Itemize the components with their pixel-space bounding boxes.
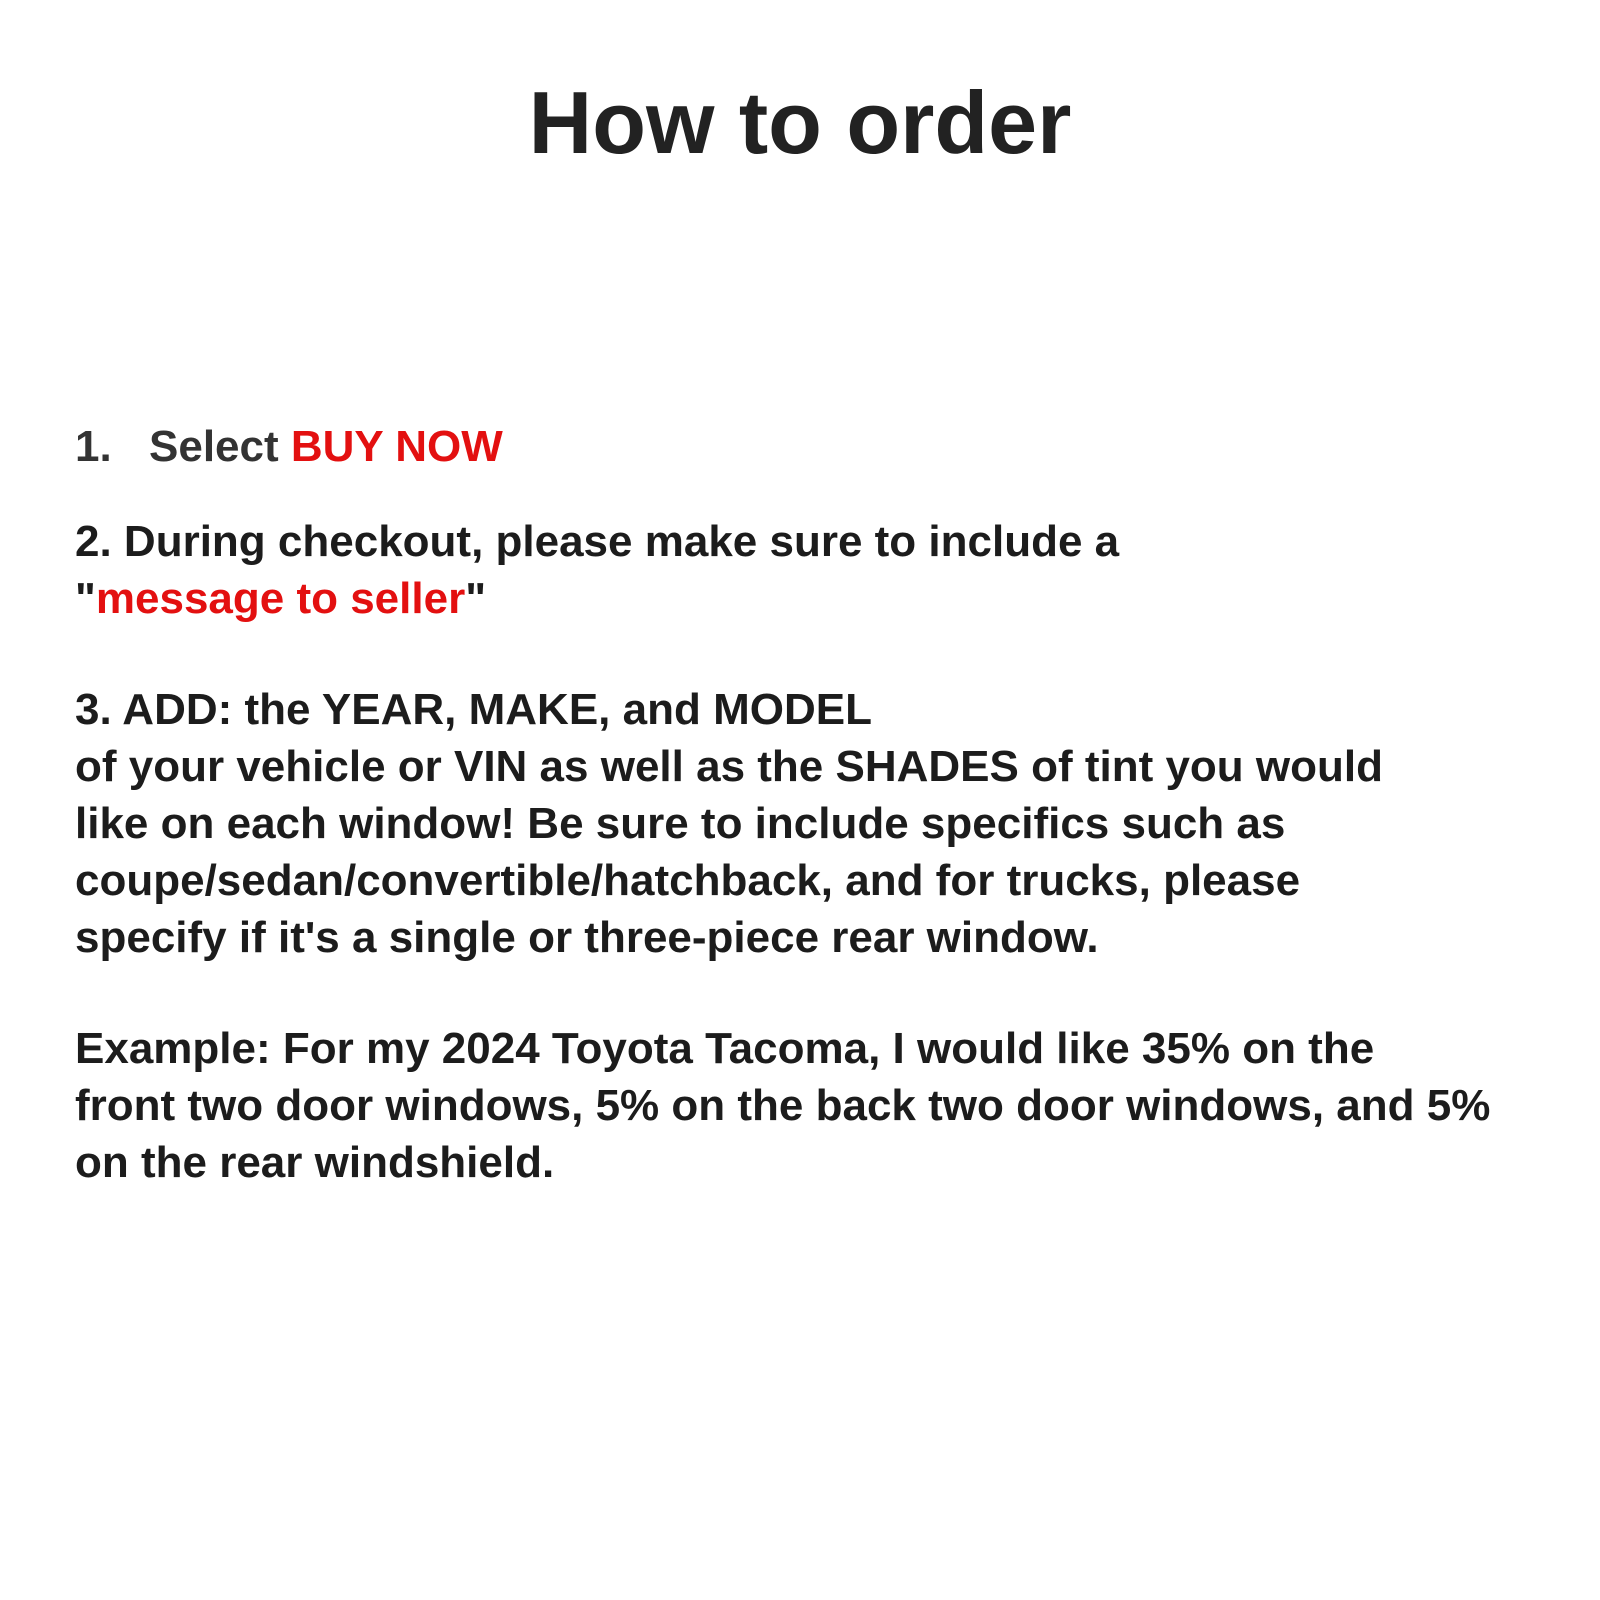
step-2-line: 2. During checkout, please make sure to include a — [75, 517, 1120, 566]
quote-close: " — [465, 574, 487, 623]
step-3 — [75, 681, 1595, 966]
example-line: Example: For my 2024 Toyota Tacoma, I would like 35% on the — [75, 1024, 1375, 1073]
example-line: on the rear windshield. — [75, 1138, 555, 1187]
example-paragraph — [75, 1020, 1595, 1191]
message-to-seller-highlight: message to seller — [95, 574, 466, 623]
step-1 — [75, 418, 1595, 475]
step-1-text: Select — [149, 422, 291, 471]
order-instructions — [75, 418, 1595, 1191]
buy-now-highlight: BUY NOW — [290, 422, 503, 471]
page-title: How to order — [528, 73, 1072, 172]
step-3-line: of your vehicle or VIN as well as the SHADES of tint you would — [75, 742, 1383, 791]
step-3-line: specify if it's a single or three-piece rear window. — [75, 913, 1099, 962]
step-1-number: 1. — [75, 422, 112, 471]
step-2-quote-line — [75, 570, 1595, 627]
step-3-line: 3. ADD: the YEAR, MAKE, and MODEL — [75, 685, 872, 734]
step-3-line: coupe/sedan/convertible/hatchback, and for trucks, please — [75, 856, 1301, 905]
step-2 — [75, 513, 1595, 627]
quote-open: " — [75, 574, 96, 623]
step-3-line: like on each window! Be sure to include specifics such as — [75, 799, 1286, 848]
example-line: front two door windows, 5% on the back two door windows, and 5% — [75, 1081, 1491, 1130]
